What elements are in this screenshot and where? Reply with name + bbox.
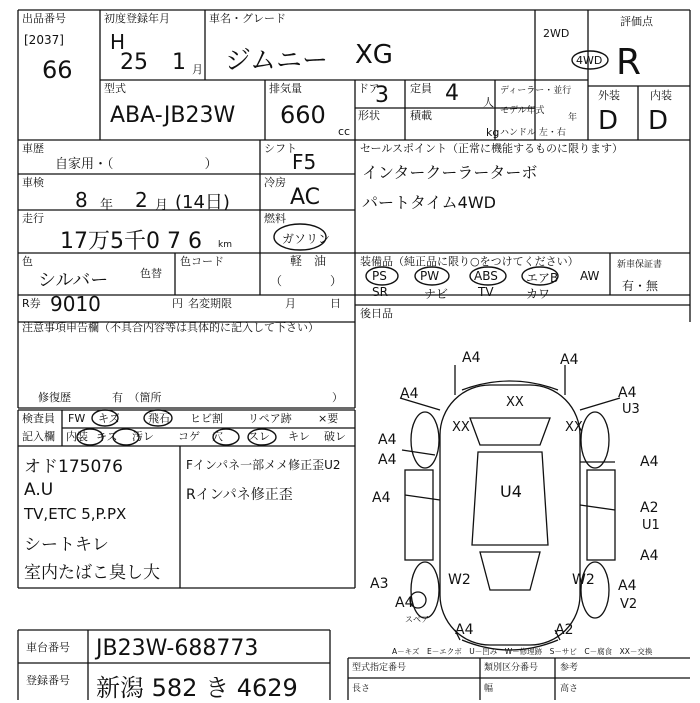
doors-value: 3 [375, 83, 389, 108]
drive-4wd: 4WD [576, 54, 603, 67]
comment-seat: シートキレ [24, 535, 109, 555]
chassis-label: 車台番号 [26, 641, 70, 654]
grade-label: 評価点 [620, 15, 653, 28]
type-spec-label: 型式指定番号 [352, 663, 407, 673]
mileage-label: 走行 [22, 212, 44, 225]
load-label: 積載 [410, 109, 432, 122]
model-value: ABA-JB23W [110, 103, 236, 128]
memo-dirt: 汚レ [132, 430, 154, 443]
model-label: 型式 [104, 82, 126, 95]
mark-w2: W2 [448, 572, 471, 588]
inspection-day: (14日) [175, 192, 230, 213]
equipment-pw: PW [420, 269, 440, 283]
notes-label: 注意事項申告欄（不具合内容等は具体的に記入して下さい） [22, 321, 319, 334]
mark-u1: U1 [642, 518, 660, 533]
mark-xx: XX [452, 420, 470, 435]
mark-a4: A4 [640, 454, 659, 470]
shift-label: シフト [264, 142, 297, 155]
inspection-month-unit: 月 [155, 198, 169, 213]
doors-label: ドア [358, 82, 380, 95]
memo-interior: 内装 [66, 430, 88, 443]
capacity-label: 定員 [410, 82, 432, 95]
class-label: 類別区分番号 [484, 663, 539, 673]
mark-a4: A4 [462, 350, 481, 366]
inspection-year-unit: 年 [100, 198, 114, 213]
fuel-gasoline: ガソリン [282, 232, 331, 246]
memo-tear: キレ [288, 430, 310, 443]
expiry-month: 月 [285, 297, 296, 310]
drive-2wd: 2WD [543, 27, 570, 40]
memo-label: 記入欄 [22, 430, 55, 443]
length-label: 長さ [352, 684, 371, 694]
warranty-label: 新車保証書 [617, 260, 663, 270]
memo-hole: 穴 [212, 430, 223, 443]
chassis-value: JB23W-688773 [96, 636, 259, 661]
equipment-tv: TV [478, 285, 494, 299]
use-value: 自家用・（ ） [55, 157, 218, 172]
interior-label: 内装 [650, 89, 672, 102]
handle-label: ハンドル 左・右 [500, 128, 566, 138]
color-code-label: 色コード [180, 255, 224, 268]
recycle-label: R券 [22, 297, 41, 310]
checker-repair: リペア跡 [248, 412, 292, 425]
comment-au: A.U [24, 480, 54, 500]
grade-overall: R [616, 42, 642, 83]
exterior-label: 外装 [598, 89, 620, 102]
comment-smell: 室内たばこ臭し大 [24, 563, 160, 583]
registration-label: 初度登録年月 [104, 12, 170, 25]
lot-number: 66 [42, 56, 73, 84]
mark-u3: U3 [622, 402, 640, 417]
mark-a4: A4 [395, 595, 414, 611]
checker-fw: FW [68, 412, 86, 425]
mileage-value: 17万5千0 7 6 [60, 229, 202, 254]
mark-a4: A4 [455, 622, 474, 638]
comment-odo: オド175076 [24, 457, 123, 477]
mileage-unit: km [218, 240, 232, 250]
displacement-label: 排気量 [269, 82, 302, 95]
memo-burn: コゲ [178, 430, 200, 443]
fuel-diesel: 軽 油 [290, 254, 327, 268]
mark-u4: U4 [500, 482, 522, 501]
comment-front-panel: Fインパネ一部メメ修正歪U2 [186, 458, 341, 472]
vehicle-grade: XG [355, 40, 393, 70]
checker-label: 検査員 [22, 412, 55, 425]
capacity-value: 4 [445, 81, 459, 106]
plate-label: 登録番号 [26, 674, 70, 687]
mark-a4: A4 [618, 578, 637, 594]
aircon-label: 冷房 [264, 176, 286, 189]
checker-need: ×要 [318, 412, 339, 425]
mark-xx: XX [506, 395, 524, 410]
repair-close: ） [332, 391, 343, 404]
height-label: 高さ [560, 684, 579, 694]
back-seat-label: 後日品 [360, 307, 393, 320]
body-shape-label: 形状 [358, 109, 380, 122]
equipment-kawa: カワ [526, 287, 551, 301]
mark-a4: A4 [378, 432, 397, 448]
vehicle-label: 車名・グレード [209, 12, 286, 25]
sales-line1: インタークーラーターボ [362, 163, 538, 182]
comment-options: TV,ETC 5,P.PX [24, 505, 127, 523]
equipment-sr: SR [372, 285, 388, 299]
recycle-unit: 円 [172, 297, 183, 310]
mark-xx: XX [565, 420, 583, 435]
ref-label: 参考 [560, 663, 579, 673]
fuel-other: （ ） [270, 274, 343, 288]
mark-a4: A4 [640, 548, 659, 564]
mark-v2: V2 [620, 597, 638, 612]
capacity-unit: 人 [483, 96, 494, 109]
displacement-value: 660 [280, 101, 326, 129]
aircon-value: AC [290, 185, 321, 210]
inspection-year: 8 [75, 188, 88, 212]
equipment-airbag: エアB [526, 271, 559, 285]
mark-a2: A2 [640, 500, 659, 516]
use-label: 車歴 [22, 142, 44, 155]
memo-scratch: キズ [96, 430, 118, 443]
width-label: 幅 [484, 684, 494, 694]
mark-a4: A4 [400, 386, 419, 402]
checker-scratch: キズ [98, 412, 120, 425]
spare-label: スペア [405, 615, 429, 624]
sales-label: セールスポイント（正常に機能するものに限ります） [360, 142, 624, 155]
mark-a4: A4 [378, 452, 397, 468]
lot-label: 出品番号 [22, 12, 66, 25]
vehicle-name: ジムニー [225, 46, 328, 76]
registration-month: 1 [172, 50, 186, 75]
inspection-label: 車検 [22, 176, 44, 189]
color-value: シルバー [38, 270, 109, 291]
equipment-navi: ナビ [424, 287, 449, 301]
mark-a2: A2 [555, 622, 574, 638]
expiry-label: 名変期限 [188, 297, 232, 310]
sales-line2: パートタイム4WD [362, 193, 497, 212]
displacement-unit: cc [338, 125, 351, 138]
fuel-label: 燃料 [264, 212, 286, 225]
checker-stone: 飛石 [148, 412, 170, 425]
dealer-label: ディーラー・並行 [500, 86, 572, 96]
checker-crack: ヒビ割 [190, 412, 223, 425]
memo-rip: 破レ [324, 430, 346, 443]
lot-code: [2037] [24, 33, 64, 47]
mark-a4: A4 [372, 490, 391, 506]
equipment-abs: ABS [474, 269, 498, 283]
mark-a4: A4 [560, 352, 579, 368]
grade-exterior: D [598, 106, 619, 136]
color-label: 色 [22, 255, 33, 268]
registration-era: H [110, 30, 126, 54]
shift-value: F5 [292, 150, 317, 174]
load-unit: kg [486, 126, 500, 139]
mark-a4: A4 [618, 385, 637, 401]
model-year-label: モデル年式 [500, 106, 545, 116]
mark-a3: A3 [370, 576, 389, 592]
inspection-month: 2 [135, 188, 148, 212]
warranty-value: 有・無 [622, 279, 659, 293]
recycle-value: 9010 [50, 292, 101, 316]
model-year-unit: 年 [568, 113, 578, 123]
mark-w2: W2 [572, 572, 595, 588]
registration-month-unit: 月 [192, 63, 203, 76]
equipment-label: 装備品（純正品に限り○をつけてください） [360, 255, 579, 268]
grade-interior: D [648, 106, 669, 136]
plate-value: 新潟 582 き 4629 [96, 674, 298, 702]
color-change-label: 色替 [140, 267, 162, 280]
legend: A－キズ E－エクボ U－凹み W－修理跡 S－サビ C－腐食 XX－交換 [392, 647, 653, 656]
repair-label: 修復歴 [38, 391, 71, 404]
repair-value: 有 （箇所 [112, 391, 162, 404]
registration-year: 25 [120, 50, 148, 75]
expiry-day: 日 [330, 297, 341, 310]
memo-rub: スレ [248, 430, 270, 443]
comment-rear-panel: Rインパネ修正歪 [186, 487, 293, 503]
equipment-aw: AW [580, 269, 600, 283]
equipment-ps: PS [372, 269, 387, 283]
